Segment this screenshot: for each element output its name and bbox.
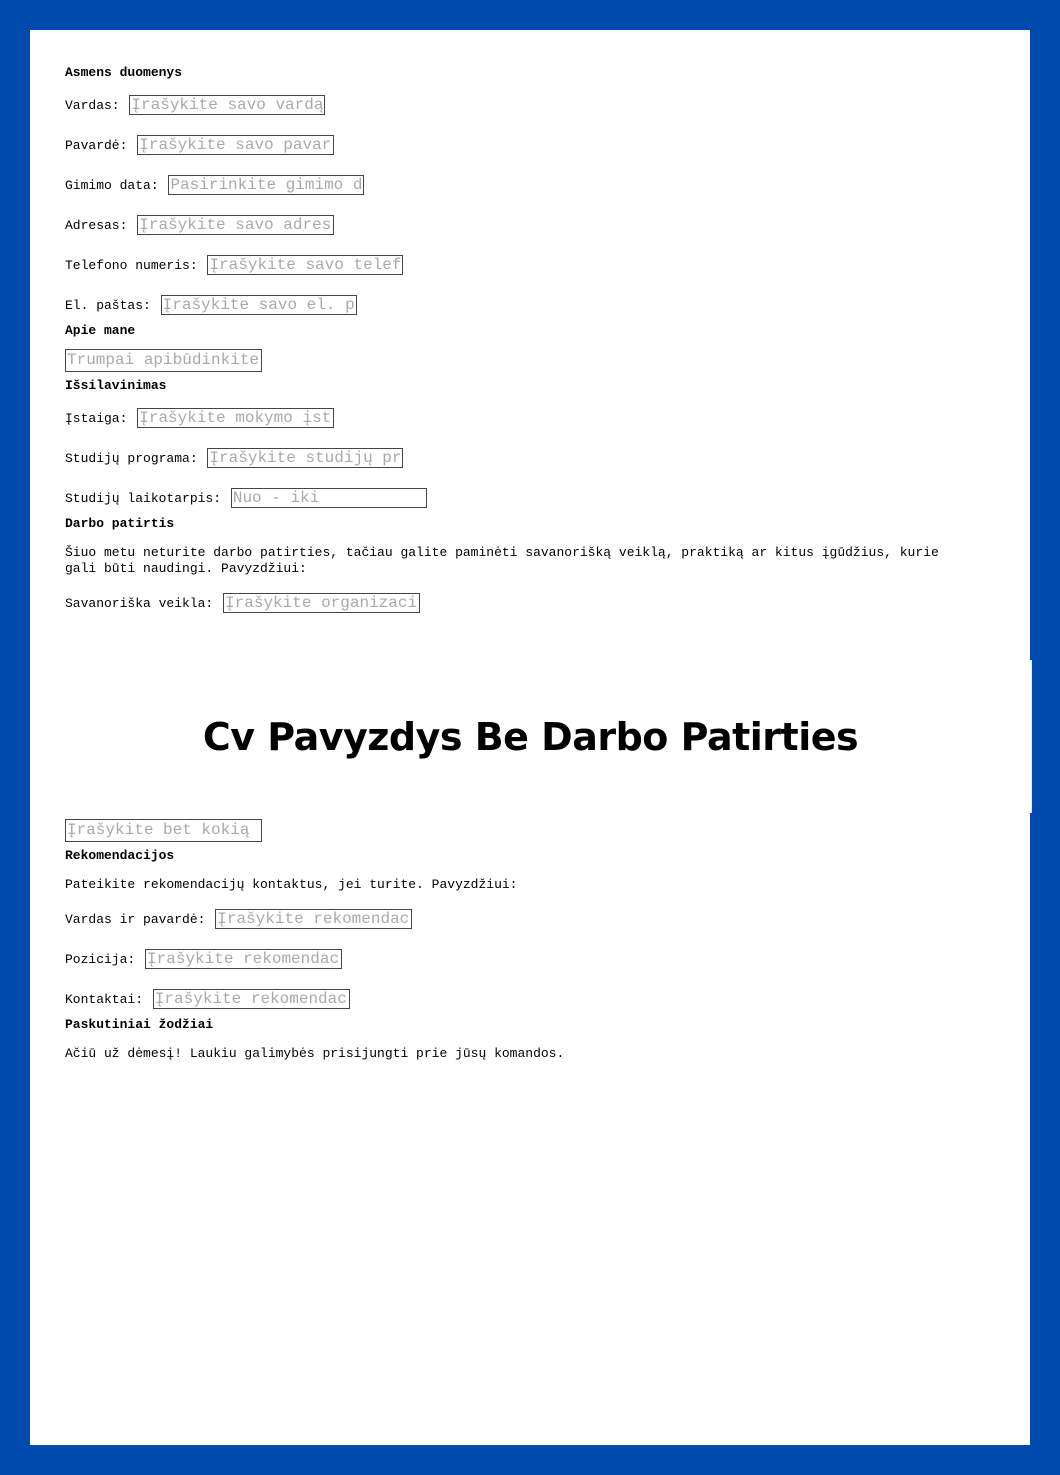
phone-input[interactable] [207, 255, 403, 275]
institution-row [65, 406, 965, 430]
last-name-row [65, 133, 965, 157]
address-input[interactable] [137, 215, 334, 235]
study-period-input[interactable] [231, 488, 427, 508]
volunteer-label: Savanoriška veikla: [65, 595, 214, 611]
last-name-input[interactable] [137, 135, 334, 155]
page-title: Cv Pavyzdys Be Darbo Patirties [202, 714, 859, 759]
email-label: El. paštas: [65, 297, 151, 313]
institution-label: Įstaiga: [65, 410, 128, 426]
references-text: Pateikite rekomendacijų kontaktus, jei turite. Pavyzdžiui: [65, 877, 518, 892]
first-name-row [65, 93, 965, 117]
first-name-input[interactable] [129, 95, 325, 115]
address-label: Adresas: [65, 217, 128, 233]
about-input[interactable] [65, 349, 262, 372]
reference-contacts-input[interactable] [153, 989, 350, 1009]
study-period-row [65, 486, 965, 510]
closing-text: Ačiū už dėmesį! Laukiu galimybės prisijungti prie jūsų komandos. [65, 1046, 565, 1061]
study-period-label: Studijų laikotarpis: [65, 490, 222, 506]
study-program-row [65, 446, 965, 470]
email-input[interactable] [161, 295, 357, 315]
reference-name-input[interactable] [215, 909, 412, 929]
section-heading-personal: Asmens duomenys [65, 65, 183, 80]
section-heading-references: Rekomendacijos [65, 848, 175, 863]
reference-contacts-row [65, 987, 965, 1011]
cv-form-bottom [65, 786, 965, 1062]
about-row [65, 348, 965, 372]
study-program-label: Studijų programa: [65, 450, 198, 466]
email-row [65, 293, 965, 317]
volunteer-row [65, 591, 965, 615]
reference-contacts-label: Kontaktai: [65, 991, 144, 1007]
experience-text: Šiuo metu neturite darbo patirties, tačiau galite paminėti savanorišką veiklą, praktiką ar kitus įgūdžius, kurie gali būti naudingi. Pavyzdžiui: [65, 545, 939, 576]
reference-name-label: Vardas ir pavardė: [65, 911, 206, 927]
cv-form-top [65, 58, 965, 635]
phone-row [65, 253, 965, 277]
reference-position-input[interactable] [145, 949, 342, 969]
section-heading-education: Išsilavinimas [65, 378, 167, 393]
reference-name-row [65, 907, 965, 931]
birth-date-label: Gimimo data: [65, 177, 159, 193]
birth-date-row [65, 173, 965, 197]
institution-input[interactable] [137, 408, 334, 428]
reference-position-label: Pozicija: [65, 951, 136, 967]
phone-label: Telefono numeris: [65, 257, 198, 273]
first-name-label: Vardas: [65, 97, 120, 113]
other-skill-input[interactable] [65, 819, 262, 842]
birth-date-input[interactable] [168, 175, 364, 195]
reference-position-row [65, 947, 965, 971]
other-skill-row [65, 818, 965, 842]
study-program-input[interactable] [207, 448, 403, 468]
section-heading-about: Apie mane [65, 323, 136, 338]
address-row [65, 213, 965, 237]
last-name-label: Pavardė: [65, 137, 128, 153]
section-heading-closing: Paskutiniai žodžiai [65, 1017, 214, 1032]
section-heading-experience: Darbo patirtis [65, 516, 175, 531]
volunteer-input[interactable] [223, 593, 420, 613]
